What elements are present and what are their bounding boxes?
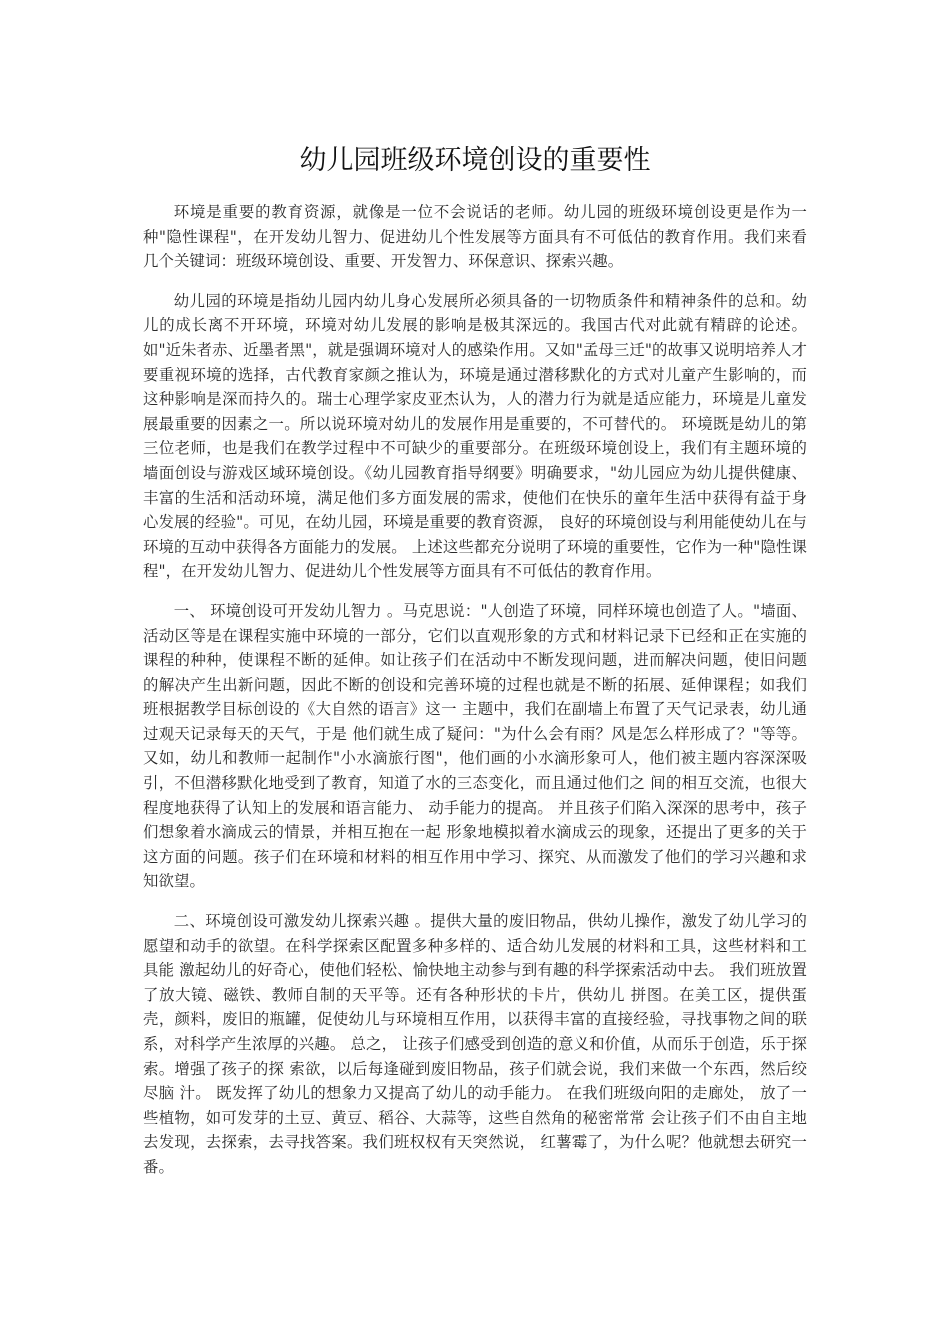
paragraph-section-two: 二、环境创设可激发幼儿探索兴趣 。提供大量的废旧物品，供幼儿操作，激发了幼儿学习的愿望和动手的欲望。在科学探索区配置多种多样的、适合幼儿发展的材料和工具，这些材料和工具能 激起幼儿的好奇心，使他们轻松、愉快地主动参与到有趣的科学探索活动中去。 我们班放置了放大镜、磁铁、教师自制的天平等。还有各种形状的卡片，供幼儿 拼图。在美工区，提供蛋壳，颜料，废旧的瓶罐，促使幼儿与环境相互作用，以获得丰富的直接经验，寻找事物之间的联系，对科学产生浓厚的兴趣。 总之， 让孩子们感受到创造的意义和价值，从而乐于创造，乐于探索。增强了孩子的探 索欲，以后每逢碰到废旧物品，孩子们就会说，我们来做一个东西，然后绞尽脑 汁。 既发挥了幼儿的想象力又提高了幼儿的动手能力。 在我们班级向阳的走廊处， 放了一些植物，如可发芽的土豆、黄豆、稻谷、大蒜等，这些自然角的秘密常常 会让孩子们不由自主地去发现，去探索，去寻找答案。我们班权权有天突然说， 红薯霉了，为什么呢？他就想去研究一番。: [143, 912, 807, 1176]
paragraph-intro: 环境是重要的教育资源，就像是一位不会说话的老师。幼儿园的班级环境创设更是作为一种"隐性课程"，在开发幼儿智力、促进幼儿个性发展等方面具有不可低估的教育作用。我们来看几个关键词：班级环境创设、重要、开发智力、环保意识、探索兴趣。: [143, 203, 807, 271]
document-body: [143, 200, 807, 1195]
document-title: 幼儿园班级环境创设的重要性: [299, 145, 651, 176]
paragraph-environment-definition: 幼儿园的环境是指幼儿园内幼儿身心发展所必须具备的一切物质条件和精神条件的总和。幼儿的成长离不开环境，环境对幼儿发展的影响是极其深远的。我国古代对此就有精辟的论述。如"近朱者赤、近墨者黑"，就是强调环境对人的感染作用。又如"孟母三迁"的故事又说明培养人才要重视环境的选择，古代教育家颜之推认为，环境是通过潜移默化的方式对儿童产生影响的，而这种影响是深而持久的。瑞士心理学家皮亚杰认为，人的潜力行为就是适应能力，环境是儿童发展最重要的因素之一。所以说环境对幼儿的发展作用是重要的，不可替代的。 环境既是幼儿的第三位老师，也是我们在教学过程中不可缺少的重要部分。在班级环境创设上，我们有主题环境的墙面创设与游戏区域环境创设。《幼儿园教育指导纲要》明确要求，"幼儿园应为幼儿提供健康、丰富的生活和活动环境，满足他们多方面发展的需求，使他们在快乐的童年生活中获得有益于身心发展的经验"。可见，在幼儿园，环境是重要的教育资源， 良好的环境创设与利用能使幼儿在与环境的互动中获得各方面能力的发展。 上述这些都充分说明了环境的重要性，它作为一种"隐性课程"，在开发幼儿智力、促进幼儿个性发展等方面具有不可低估的教育作用。: [143, 291, 807, 581]
paragraph-section-one: 一、 环境创设可开发幼儿智力 。马克思说："人创造了环境，同样环境也创造了人。"墙面、活动区等是在课程实施中环境的一部分，它们以直观形象的方式和材料记录下已经和正在实施的课程的种种，使课程不断的延伸。如让孩子们在活动中不断发现问题，进而解决问题，使旧问题的解决产生出新问题，因此不断的创设和完善环境的过程也就是不断的拓展、延伸课程；如我们班根据教学目标创设的《大自然的语言》这一 主题中，我们在副墙上布置了天气记录表，幼儿通过观天记录每天的天气，于是 他们就生成了疑问："为什么会有雨？风是怎么样形成了？"等等。又如，幼儿和教师一起制作"小水滴旅行图"，他们画的小水滴形象可人，他们被主题内容深深吸引，不但潜移默化地受到了教育，知道了水的三态变化，而且通过他们之 间的相互交流，也很大程度地获得了认知上的发展和语言能力、 动手能力的提高。 并且孩子们陷入深深的思考中，孩子们想象着水滴成云的情景，并相互抱在一起 形象地模拟着水滴成云的现象，还提出了更多的关于这方面的问题。孩子们在环境和材料的相互作用中学习、探究、从而激发了他们的学习兴趣和求知欲望。: [143, 601, 807, 891]
